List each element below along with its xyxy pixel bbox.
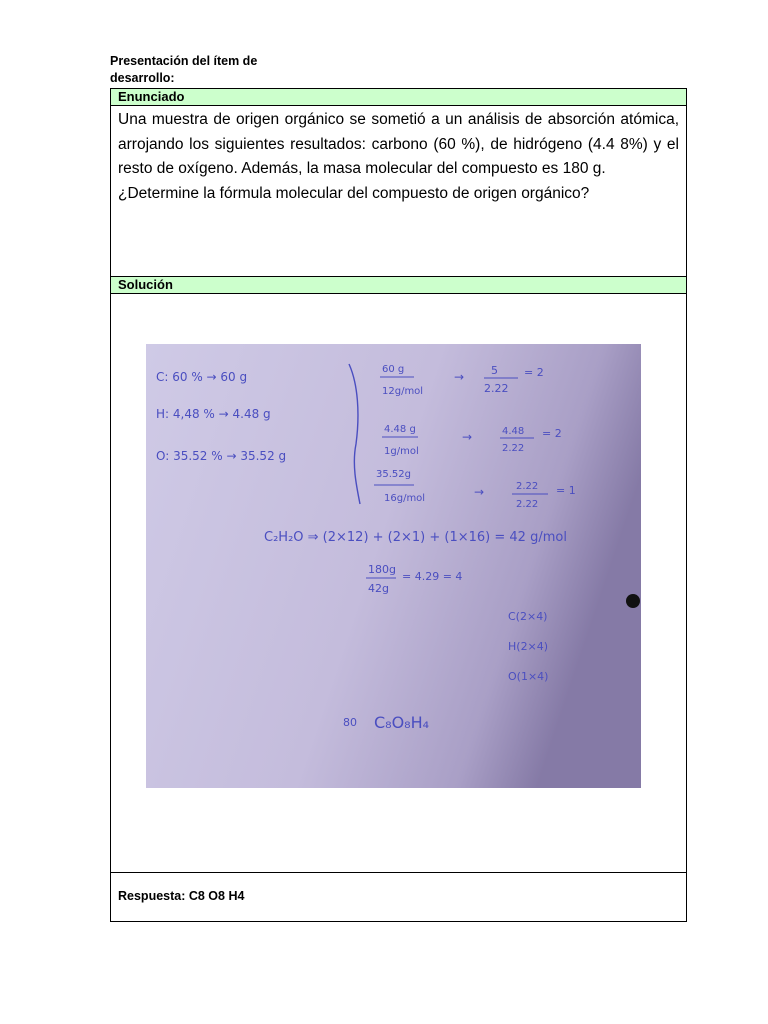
mult-o: O(1×4) (508, 670, 549, 683)
h-result: = 2 (542, 427, 562, 440)
c-ratio-num: 5 (491, 364, 498, 377)
solucion-header: Solución (111, 276, 686, 294)
o-result: = 1 (556, 484, 576, 497)
mult-c: C(2×4) (508, 610, 548, 623)
factor-result: = 4.29 = 4 (402, 570, 463, 583)
statement-paragraph: Una muestra de origen orgánico se sometió a un análisis de absorción atómica, arrojando los siguientes resultados: carbono (60 %), de hidrógeno (4.4 8%) y el resto de oxígeno. Además, la masa molecular del compuesto es 180 g. (118, 111, 679, 177)
factor-num: 180g (368, 563, 396, 576)
h-molar-mass: 1g/mol (384, 446, 419, 457)
handwritten-solution-photo (146, 344, 641, 788)
c-molar-mass: 12g/mol (382, 386, 424, 397)
o-ratio-den: 2.22 (516, 499, 539, 510)
h-mass: 4.48 g (384, 424, 416, 435)
o-percent: O: 35.52 % → 35.52 g (156, 449, 287, 463)
h-percent: H: 4,48 % → 4.48 g (156, 407, 271, 421)
mult-h: H(2×4) (508, 640, 549, 653)
punch-hole (626, 594, 640, 608)
factor-den: 42g (368, 582, 389, 595)
h-ratio-den: 2.22 (502, 443, 525, 454)
arrow: → (474, 485, 485, 499)
o-mass: 35.52g (376, 469, 411, 480)
h-ratio-num: 4.48 (502, 426, 525, 437)
answer-text: Respuesta: C8 O8 H4 (118, 889, 245, 903)
o-molar-mass: 16g/mol (384, 493, 426, 504)
enunciado-header: Enunciado (111, 88, 686, 106)
o-ratio-num: 2.22 (516, 481, 539, 492)
statement-text (118, 108, 679, 206)
c-ratio-den: 2.22 (484, 382, 509, 395)
answer-divider (111, 872, 686, 873)
c-percent: C: 60 % → 60 g (156, 370, 248, 384)
final-prefix: 80 (343, 716, 357, 729)
final-formula: C₈O₈H₄ (374, 713, 430, 732)
c-mass: 60 g (382, 364, 405, 375)
arrow: → (454, 370, 465, 384)
c-result: = 2 (524, 366, 544, 379)
item-table (110, 88, 687, 922)
arrow: → (462, 430, 473, 444)
page-heading: Presentación del ítem de desarrollo: (110, 54, 258, 85)
statement-question: ¿Determine la fórmula molecular del compuesto de origen orgánico? (118, 184, 590, 202)
empirical-formula-line: C₂H₂O ⇒ (2×12) + (2×1) + (1×16) = 42 g/mol (264, 530, 567, 545)
